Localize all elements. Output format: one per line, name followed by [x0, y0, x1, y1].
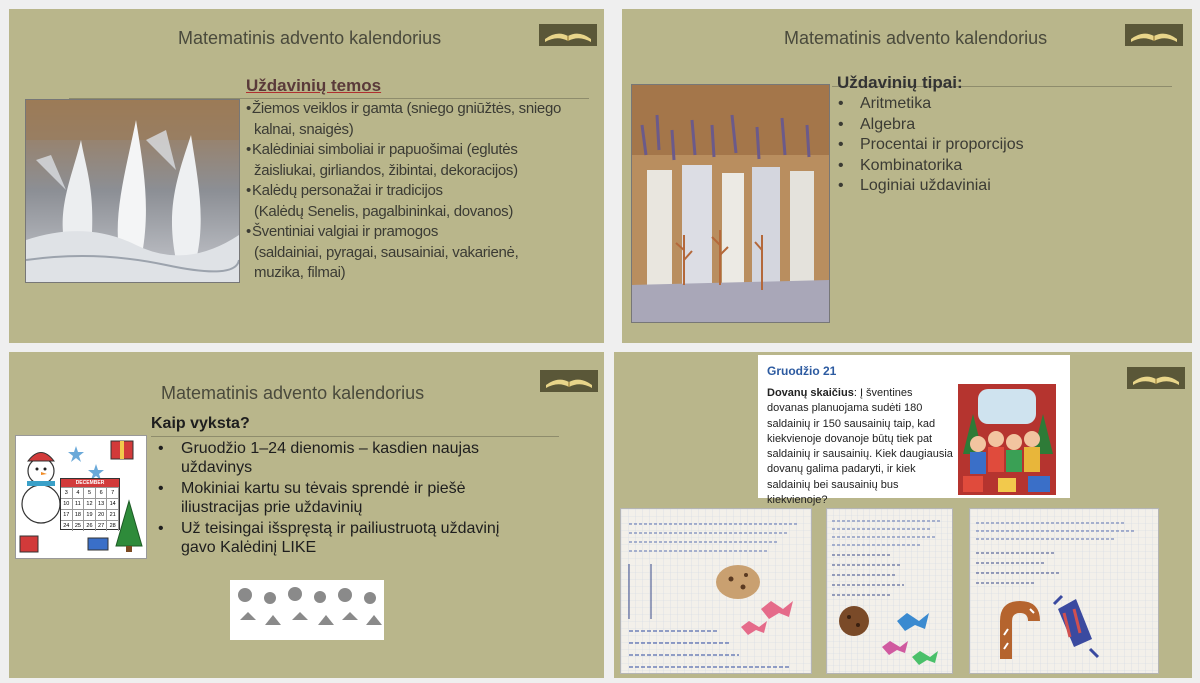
student-work-photo-3 [969, 508, 1159, 674]
book-logo-icon [539, 24, 597, 46]
calendar-day: 21 [107, 509, 119, 520]
book-logo-icon [1125, 24, 1183, 46]
task-card-body: : Į šventines dovanas planuojama sudėti 180 saldainių ir 150 sausainių taip, kad kiekvienoje dovanoje būtų tiek pat saldainių ir sausainių. Kiek daugiausia dovanų galima padaryti, ir kiek saldainių bei sausainių bus kiekvienoje? [767, 387, 953, 507]
topic-item: • Kalėdų personažai ir tradicijos [246, 181, 561, 202]
types-heading: Uždavinių tipai: [837, 73, 963, 92]
how-step: • Mokiniai kartu su tėvais sprendė ir piešė iliustracijas prie uždavinių [156, 479, 536, 517]
type-item: • Loginiai uždaviniai [838, 176, 1024, 197]
topics-heading: Uždavinių temos [246, 76, 382, 95]
slide-title: Matematinis advento kalendorius [161, 383, 425, 403]
calendar-day: 27 [96, 520, 108, 531]
calendar-day: 7 [107, 487, 119, 498]
slide-themes [9, 9, 604, 343]
forest-painting [631, 84, 830, 323]
title-divider [151, 436, 559, 437]
type-item: • Kombinatorika [838, 156, 1024, 177]
topic-item-cont: muzika, filmai) [254, 264, 346, 281]
slide-types [622, 9, 1192, 343]
how-step: • Už teisingai išspręstą ir pailiustruotą uždavinį gavo Kalėdinį LIKE [156, 519, 536, 557]
topic-item-cont: (Kalėdų Senelis, pagalbininkai, dovanos) [254, 202, 514, 220]
slide-how [9, 352, 604, 678]
topic-item: • Kalėdiniai simboliai ir papuošimai (eglutės [246, 140, 561, 161]
calendar-day: 12 [84, 498, 96, 509]
calendar-day: 26 [84, 520, 96, 531]
task-card [758, 355, 1070, 507]
book-logo-icon [1127, 367, 1185, 389]
topic-item: • Žiemos veiklos ir gamta (sniego gniūžtės, sniego [246, 99, 561, 120]
how-heading: Kaip vyksta? [151, 415, 250, 432]
calendar-day: 10 [61, 498, 73, 509]
sweets-strip-illustration [230, 580, 384, 640]
slide-example [614, 352, 1192, 678]
slide-title: Matematinis advento kalendorius [178, 28, 442, 48]
calendar-day: 19 [84, 509, 96, 520]
task-card-bold: Dovanų skaičius [767, 387, 854, 399]
student-work-photo-1 [620, 508, 812, 674]
calendar-day: 13 [96, 498, 108, 509]
calendar-day: 25 [73, 520, 85, 531]
topic-item: • Šventiniai valgiai ir pramogos [246, 222, 561, 243]
type-item: • Aritmetika [838, 94, 1024, 115]
book-logo-icon [540, 370, 598, 392]
winter-trees-painting [25, 99, 240, 283]
task-card-text [767, 386, 953, 508]
slide-title: Matematinis advento kalendorius [784, 28, 1048, 48]
calendar-day: 24 [61, 520, 73, 531]
calendar-month: DECEMBER [61, 479, 119, 487]
advent-calendar-illustration [15, 435, 147, 559]
calendar-day: 28 [107, 520, 119, 531]
topic-item-cont: (saldainiai, pyragai, sausainiai, vakarienė, [254, 243, 519, 261]
children-gifts-picture [958, 384, 1056, 495]
how-step: • Gruodžio 1–24 dienomis – kasdien naujas uždavinys [156, 439, 536, 477]
task-card-title: Gruodžio 21 [767, 364, 837, 378]
types-list [838, 94, 1024, 197]
student-work-photo-2 [826, 508, 953, 674]
calendar-day: 4 [73, 487, 85, 498]
calendar-day: 3 [61, 487, 73, 498]
type-item: • Algebra [838, 115, 1024, 136]
calendar-day: 11 [73, 498, 85, 509]
calendar-day: 20 [96, 509, 108, 520]
how-list [156, 439, 536, 559]
type-item: • Procentai ir proporcijos [838, 135, 1024, 156]
topic-item-cont: žaisliukai, girliandos, žibintai, dekoracijos) [254, 161, 518, 179]
calendar-days [61, 487, 119, 531]
calendar-day: 17 [61, 509, 73, 520]
calendar-day: 5 [84, 487, 96, 498]
topic-item-cont: kalnai, snaigės) [254, 120, 354, 138]
calendar-day: 6 [96, 487, 108, 498]
calendar-day: 14 [107, 498, 119, 509]
calendar-grid [60, 478, 120, 530]
calendar-day: 18 [73, 509, 85, 520]
topics-list [246, 99, 561, 284]
